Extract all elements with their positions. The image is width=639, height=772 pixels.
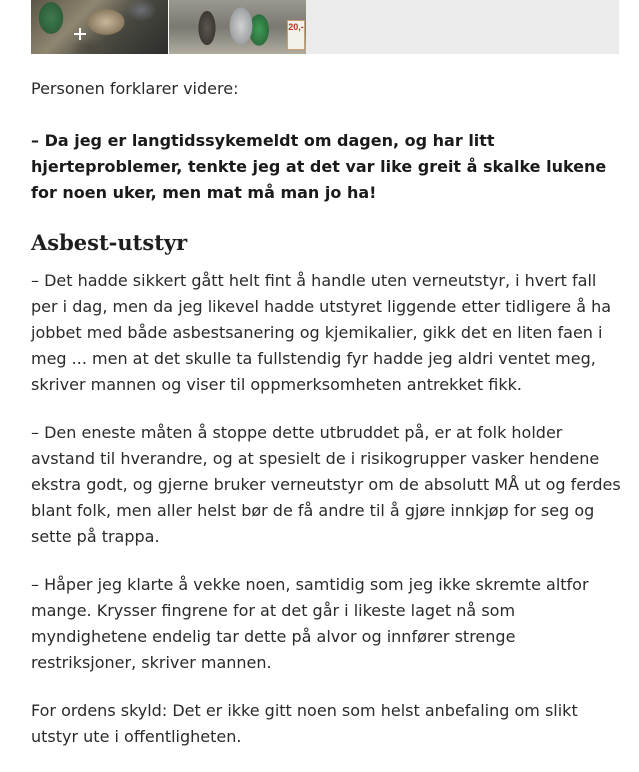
paragraph: – Den eneste måten å stoppe dette utbruddet på, er at folk holder avstand til hverandre, og at spesielt de i risikogrupper vasker hendene ekstra godt, og gjerne bruker verneutstyr om de absolutt MÅ ut og ferdes blant folk, men aller helst bør de få andre til å gjøre innkjøp for seg og sette på trappa. — [31, 423, 621, 546]
gallery-thumbnail-1[interactable] — [31, 0, 168, 54]
section-heading: Asbest-utstyr — [31, 230, 188, 255]
article-body — [31, 76, 621, 772]
plus-icon[interactable] — [74, 28, 86, 40]
intro-text: Personen forklarer videre: — [31, 79, 239, 98]
paragraph: – Det hadde sikkert gått helt fint å handle uten verneutstyr, i hvert fall per i dag, men da jeg likevel hadde utstyret liggende etter tidligere å ha jobbet med både asbestsanering og kjemikalier, gikk det en liten faen i meg ... men at det skulle ta fullstendig fyr hadde jeg aldri ventet meg, skriver mannen og viser til oppmerksomheten antrekket fikk. — [31, 271, 612, 394]
paragraph: For ordens skyld: Det er ikke gitt noen som helst anbefaling om slikt utstyr ute i offentligheten. — [31, 701, 578, 746]
bold-quote: – Da jeg er langtidssykemeldt om dagen, og har litt hjerteproblemer, tenkte jeg at det var like greit å skalke lukene for noen uker, men mat må man jo ha! — [31, 131, 607, 202]
gallery-background — [306, 0, 619, 54]
price-sign: 20,- — [287, 20, 305, 50]
image-gallery — [0, 0, 639, 54]
paragraph: – Håper jeg klarte å vekke noen, samtidig som jeg ikke skremte altfor mange. Krysser fingrene for at det går i likeste laget nå som myndighetene endelig tar dette på alvor og innfører strenge restriksjoner, skriver mannen. — [31, 575, 589, 672]
gallery-thumbnail-2[interactable] — [169, 0, 306, 54]
